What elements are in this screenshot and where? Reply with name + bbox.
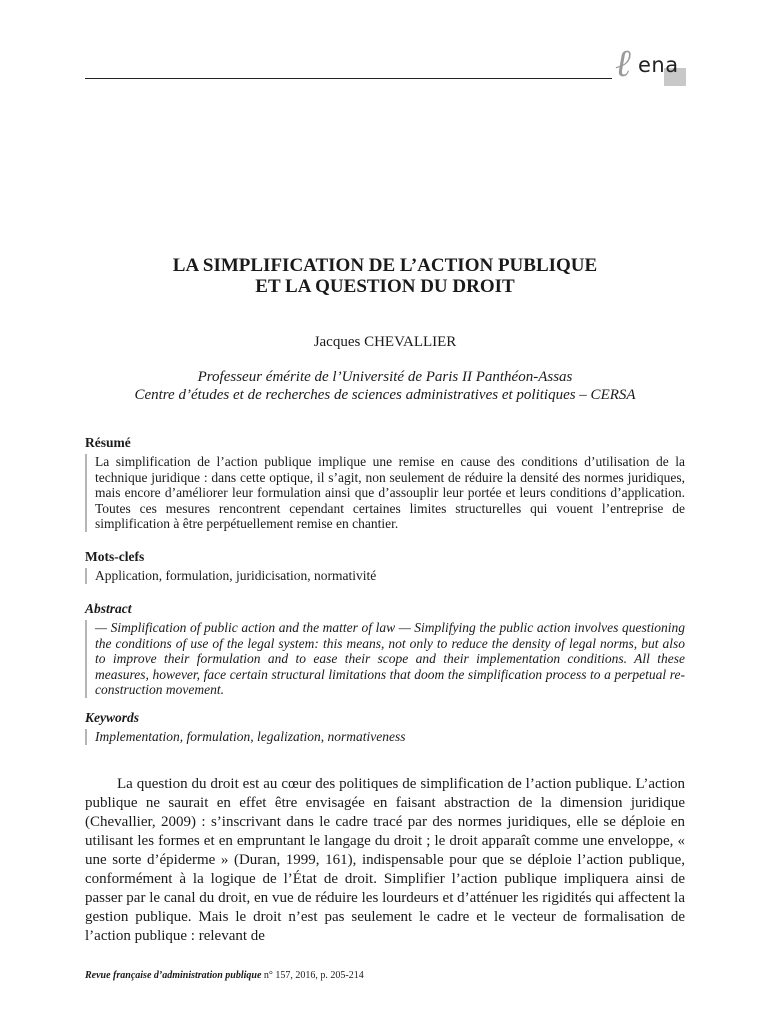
abstract-text: — Simplification of public action and the matter of law — Simplifying the public action involves questioning the conditions of use of the legal system: this means, not only to reduce the density of legal norms, but also to improve their formulation and to ease their scope and their implementation conditions. All these measures, however, face certain structural limitations that doom the simplification process to a perpetual re-construction movement. — [85, 620, 685, 698]
keywords-section — [85, 710, 685, 745]
affiliation-line-2: Centre d’études et de recherches de sciences administratives et politiques – CERSA — [134, 387, 636, 403]
resume-heading: Résumé — [85, 435, 131, 450]
author-name: Jacques CHEVALLIER — [313, 334, 457, 350]
journal-name: Revue française d’administration publique — [85, 970, 262, 981]
resume-text: La simplification de l’action publique implique une remise en cause des conditions d’utilisation de la technique juridique : dans cette optique, il s’agit, non seulement de réduire la densité des normes juridiques, mais encore d’améliorer leur formulation ainsi que d’assouplir leur portée et leurs conditions d’application. Toutes ces mesures rencontrent cependant certaines limites structurelles qui vouent l’entreprise de simplification à être perpétuellement remise en chantier. — [85, 454, 685, 532]
affiliation-line-1: Professeur émérite de l’Université de Paris II Panthéon-Assas — [197, 369, 573, 385]
journal-citation — [85, 970, 685, 982]
article-title — [85, 255, 685, 297]
header-rule — [85, 78, 612, 79]
resume-section — [85, 435, 685, 532]
mots-clefs-text: Application, formulation, juridicisation, normativité — [85, 568, 685, 584]
keywords-text: Implementation, formulation, legalization, normativeness — [85, 729, 685, 745]
ena-logo-text: ena — [638, 53, 679, 77]
mots-clefs-heading: Mots-clefs — [85, 549, 145, 564]
mots-clefs-section — [85, 549, 685, 584]
author-affiliation — [85, 368, 685, 404]
title-line-2: ET LA QUESTION DU DROIT — [255, 276, 515, 297]
keywords-heading: Keywords — [85, 710, 139, 725]
ena-logo-l: ℓ — [615, 41, 631, 85]
title-line-1: LA SIMPLIFICATION DE L’ACTION PUBLIQUE — [172, 255, 598, 276]
abstract-section — [85, 601, 685, 698]
journal-issue: n° 157, 2016, p. 205-214 — [263, 970, 364, 981]
body-paragraph: La question du droit est au cœur des politiques de simplification de l’action publique. L’action publique ne saurait en effet être envisagée en faisant abstraction de la dimension juridique (Chevallier, 2009) : s’inscrivant dans le cadre tracé par des normes juridiques, elle se déploie en utilisant les formes et en empruntant le langage du droit ; le droit apparaît comme une enveloppe, « une sorte d’épiderme » (Duran, 1999, 161), indispensable pour que se déploie l’action publique, conformément à la logique de l’État de droit. Simplifier l’action publique impliquera ainsi de passer par le canal du droit, en vue de réduire les lourdeurs et d’atténuer les rigidités qui affectent la gestion publique. Mais le droit n’est pas seulement le cadre et le vecteur de formalisation de l’action publique : relevant de — [85, 776, 685, 944]
abstract-heading: Abstract — [85, 601, 132, 616]
